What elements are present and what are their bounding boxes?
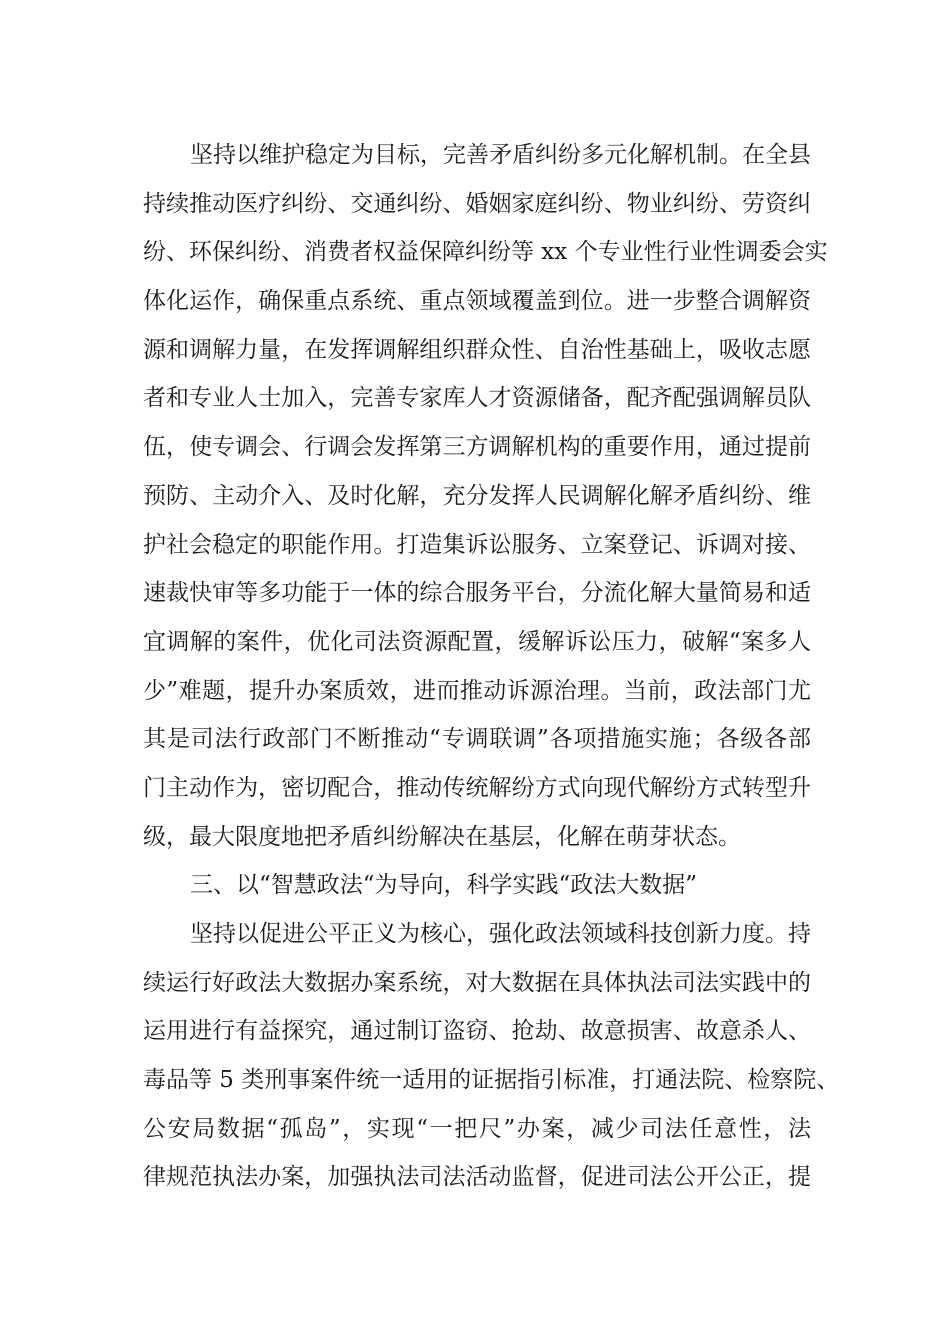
paragraph-2-line-1: 坚持以促进公平正义为核心，强化政法领域科技创新力度。持 (190, 921, 811, 947)
paragraph-1-line-14: 门主动作为，密切配合，推动传统解纷方式向现代解纷方式转型升 (143, 774, 811, 801)
paragraph-1-line-11: 宜调解的案件，优化司法资源配置，缓解诉讼压力，破解“案多人 (143, 628, 811, 655)
paragraph-1-line-12: 少”难题，提升办案质效，进而推动诉源治理。当前，政法部门尤 (143, 677, 811, 704)
paragraph-1-line-15: 级，最大限度地把矛盾纠纷解决在基层，化解在萌芽状态。 (143, 823, 741, 850)
section-heading: 三、以“智慧政法“为导向，科学实践“政法大数据” (190, 872, 698, 899)
paragraph-2-line-5: 公安局数据“孤岛”，实现“一把尺”办案，减少司法任意性，法 (143, 1115, 811, 1142)
paragraph-1-line-1: 坚持以维护稳定为目标，完善矛盾纠纷多元化解机制。在全县 (190, 142, 811, 168)
paragraph-2-line-4: 毒品等 5 类刑事案件统一适用的证据指引标准，打通法院、检察院、 (143, 1067, 840, 1094)
paragraph-2-line-6: 律规范执法办案，加强执法司法活动监督，促进司法公开公正，提 (143, 1164, 811, 1191)
paragraph-1-line-9: 护社会稳定的职能作用。打造集诉讼服务、立案登记、诉调对接、 (143, 531, 811, 558)
paragraph-1-line-6: 者和专业人士加入，完善专家库人才资源储备，配齐配强调解员队 (143, 385, 811, 412)
paragraph-1-line-2: 持续推动医疗纠纷、交通纠纷、婚姻家庭纠纷、物业纠纷、劳资纠 (143, 190, 811, 217)
paragraph-1-line-3: 纷、环保纠纷、消费者权益保障纠纷等 xx 个专业性行业性调委会实 (143, 239, 828, 266)
paragraph-2-line-2: 续运行好政法大数据办案系统，对大数据在具体执法司法实践中的 (143, 969, 811, 996)
paragraph-1-line-13: 其是司法行政部门不断推动“专调联调”各项措施实施；各级各部 (143, 726, 811, 753)
paragraph-1-line-7: 伍，使专调会、行调会发挥第三方调解机构的重要作用，通过提前 (143, 434, 811, 461)
document-body (143, 131, 840, 1202)
paragraph-1-line-8: 预防、主动介入、及时化解，充分发挥人民调解化解矛盾纠纷、维 (143, 482, 811, 509)
paragraph-1-line-10: 速裁快审等多功能于一体的综合服务平台，分流化解大量简易和适 (143, 580, 811, 607)
paragraph-2-line-3: 运用进行有益探究，通过制订盗窃、抢劫、故意损害、故意杀人、 (143, 1018, 811, 1045)
paragraph-1-line-5: 源和调解力量，在发挥调解组织群众性、自治性基础上，吸收志愿 (143, 336, 811, 363)
paragraph-1-line-4: 体化运作，确保重点系统、重点领域覆盖到位。进一步整合调解资 (143, 288, 811, 315)
